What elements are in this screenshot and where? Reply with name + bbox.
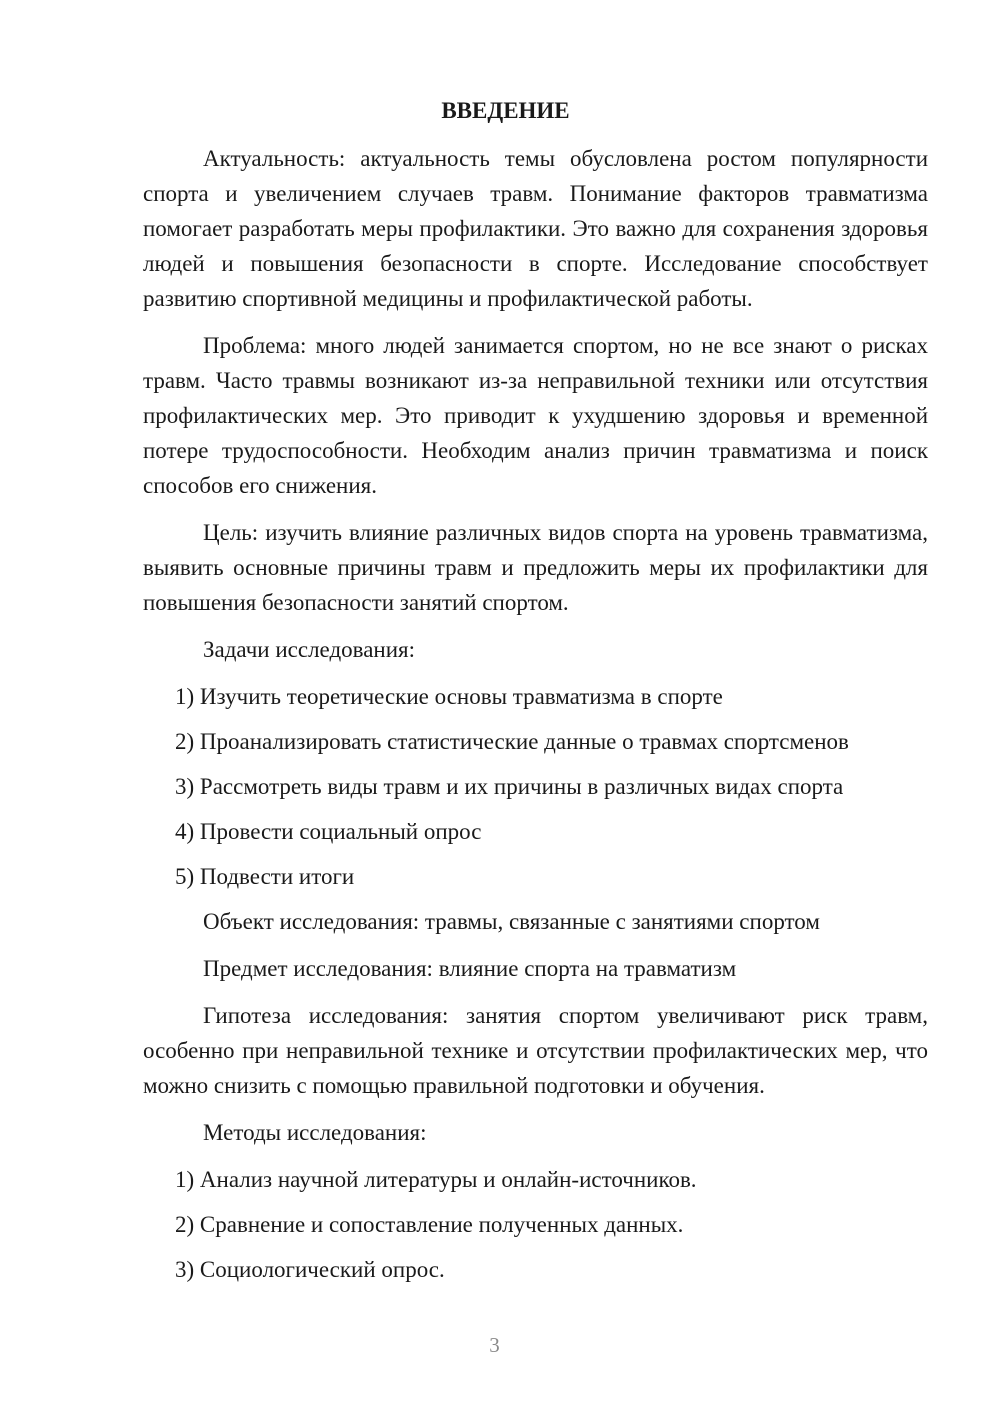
- page-title: ВВЕДЕНИЕ: [441, 98, 570, 123]
- tasks-heading: Задачи исследования:: [203, 637, 416, 662]
- body-text: [143, 141, 928, 1297]
- method-item: 2) Сравнение и сопоставление полученных данных.: [175, 1212, 684, 1237]
- document-page: [143, 0, 928, 1414]
- goal-paragraph: Цель: изучить влияние различных видов спорта на уровень травматизма, выявить основные причины травм и предложить меры их профилактики для повышения безопасности занятий спортом.: [143, 520, 928, 615]
- subject-paragraph: Предмет исследования: влияние спорта на травматизм: [203, 956, 737, 981]
- tasks-list: [143, 679, 928, 894]
- method-item: 1) Анализ научной литературы и онлайн-источников.: [175, 1167, 697, 1192]
- task-item: 1) Изучить теоретические основы травматизма в спорте: [175, 684, 723, 709]
- problem-paragraph: Проблема: много людей занимается спортом, но не все знают о рисках травм. Часто травмы возникают из-за неправильной техники или отсутствия профилактических мер. Это приводит к ухудшению здоровья и временной потере трудоспособности. Необходим анализ причин травматизма и поиск способов его снижения.: [143, 333, 928, 498]
- methods-heading: Методы исследования:: [203, 1120, 427, 1145]
- method-item: 3) Социологический опрос.: [175, 1257, 445, 1282]
- task-item: 2) Проанализировать статистические данные о травмах спортсменов: [175, 729, 849, 754]
- hypothesis-paragraph: Гипотеза исследования: занятия спортом увеличивают риск травм, особенно при неправильной технике и отсутствии профилактических мер, что можно снизить с помощью правильной подготовки и обучения.: [143, 1003, 928, 1098]
- task-item: 3) Рассмотреть виды травм и их причины в различных видах спорта: [175, 774, 844, 799]
- object-paragraph: Объект исследования: травмы, связанные с занятиями спортом: [203, 909, 820, 934]
- task-item: 5) Подвести итоги: [175, 864, 355, 889]
- methods-list: [143, 1162, 928, 1287]
- task-item: 4) Провести социальный опрос: [175, 819, 482, 844]
- page-number: 3: [489, 1333, 500, 1357]
- relevance-paragraph: Актуальность: актуальность темы обусловлена ростом популярности спорта и увеличением случаев травм. Понимание факторов травматизма помогает разработать меры профилактики. Это важно для сохранения здоровья людей и повышения безопасности в спорте. Исследование способствует развитию спортивной медицины и профилактической работы.: [143, 146, 928, 311]
